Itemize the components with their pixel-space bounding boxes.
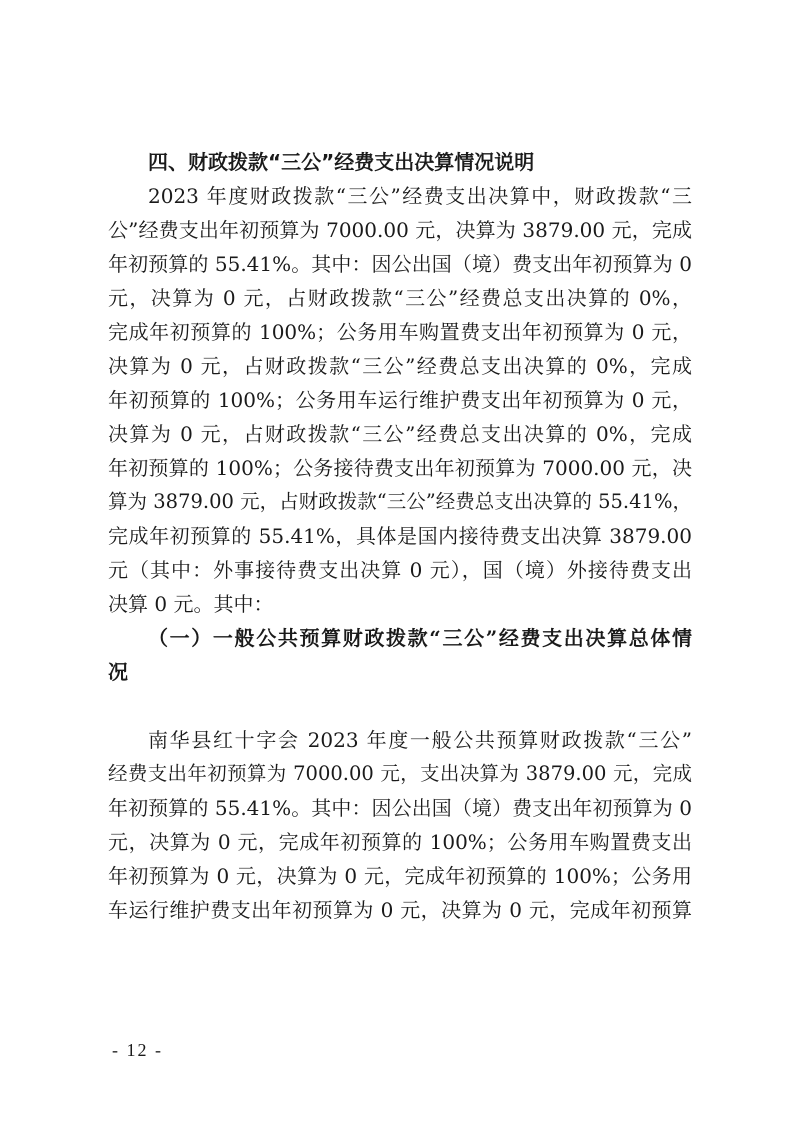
paragraph-line: 决算为 0 元，占财政拨款“三公”经费总支出决算的 0%，完成 bbox=[108, 422, 692, 446]
paragraph-line: 公”经费支出年初预算为 7000.00 元，决算为 3879.00 元，完成 bbox=[108, 218, 692, 242]
paragraph-line: 南华县红十字会 2023 年度一般公共预算财政拨款“三公” bbox=[148, 728, 692, 752]
paragraph-line: 决算 0 元。其中： bbox=[108, 592, 274, 616]
section-heading: 四、财政拨款“三公”经费支出决算情况说明 bbox=[148, 150, 535, 174]
paragraph-line: 年初预算的 55.41%。其中：因公出国（境）费支出年初预算为 0 bbox=[108, 796, 692, 820]
paragraph-line: 元，决算为 0 元，完成年初预算的 100%；公务用车购置费支出 bbox=[108, 830, 692, 854]
paragraph-line: 年初预算的 55.41%。其中：因公出国（境）费支出年初预算为 0 bbox=[108, 252, 692, 276]
paragraph-line: 年初预算的 100%；公务接待费支出年初预算为 7000.00 元，决 bbox=[108, 456, 692, 480]
paragraph-line: 决算为 0 元，占财政拨款“三公”经费总支出决算的 0%，完成 bbox=[108, 354, 692, 378]
paragraph-line: 年初预算为 0 元，决算为 0 元，完成年初预算的 100%；公务用 bbox=[108, 864, 692, 888]
subsection-heading-continued: 况 bbox=[108, 660, 128, 684]
paragraph-line: 元（其中：外事接待费支出决算 0 元），国（境）外接待费支出 bbox=[108, 558, 692, 582]
paragraph-line: 2023 年度财政拨款“三公”经费支出决算中，财政拨款“三 bbox=[148, 184, 692, 208]
paragraph-line: 元，决算为 0 元，占财政拨款“三公”经费总支出决算的 0%， bbox=[108, 286, 692, 310]
paragraph-line: 完成年初预算的 55.41%，具体是国内接待费支出决算 3879.00 bbox=[108, 524, 692, 548]
page-number: - 12 - bbox=[112, 1040, 163, 1060]
subsection-heading: （一）一般公共预算财政拨款“三公”经费支出决算总体情 bbox=[148, 626, 692, 650]
paragraph-line: 算为 3879.00 元，占财政拨款“三公”经费总支出决算的 55.41%， bbox=[108, 490, 692, 513]
paragraph-line: 车运行维护费支出年初预算为 0 元，决算为 0 元，完成年初预算 bbox=[108, 898, 692, 922]
paragraph-line: 完成年初预算的 100%；公务用车购置费支出年初预算为 0 元， bbox=[108, 320, 692, 344]
paragraph-line: 年初预算的 100%；公务用车运行维护费支出年初预算为 0 元， bbox=[108, 388, 692, 412]
paragraph-line: 经费支出年初预算为 7000.00 元，支出决算为 3879.00 元，完成 bbox=[108, 762, 692, 785]
